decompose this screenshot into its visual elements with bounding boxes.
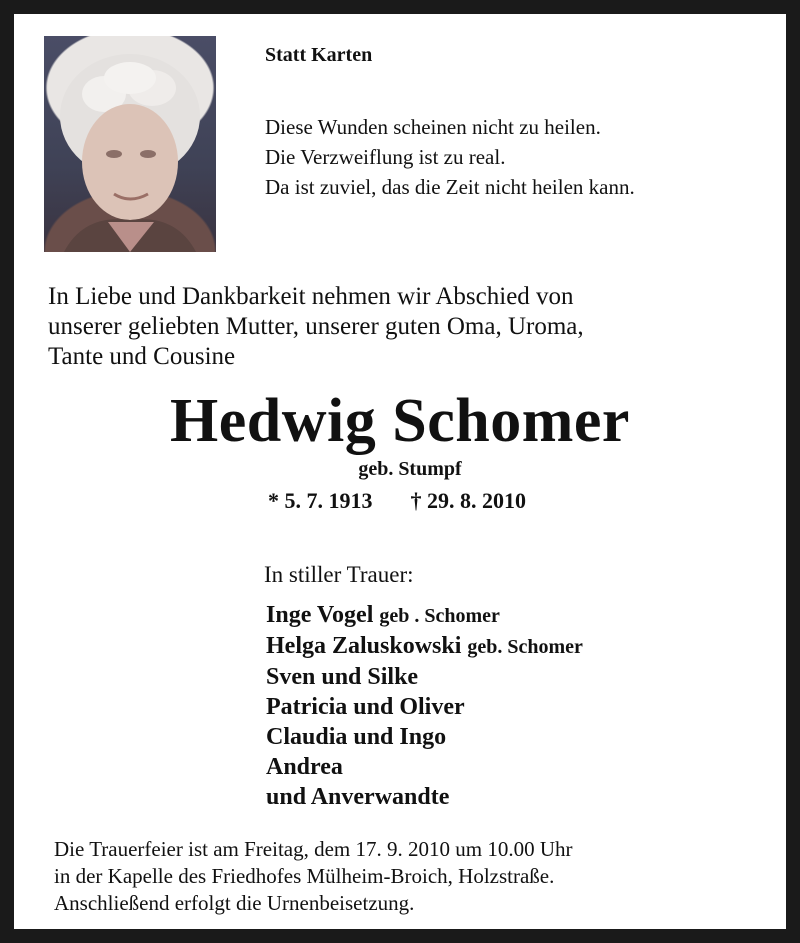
mourner-name: Patricia und Oliver [266,694,465,720]
funeral-service-info [54,836,573,917]
death-date: † 29. 8. 2010 [410,488,526,513]
mourner-nee: geb . Schomer [379,605,500,627]
portrait-photo [44,36,216,252]
intro-line: unserer geliebten Mutter, unserer guten Oma, Uroma, [48,313,584,340]
mourner-name: Claudia und Ingo [266,724,447,750]
mourner-row [266,752,583,782]
service-line: in der Kapelle des Friedhofes Mülheim-Broich, Holzstraße. [54,864,555,888]
service-line: Die Trauerfeier ist am Freitag, dem 17. 9. 2010 um 10.00 Uhr [54,837,573,861]
deceased-name: Hedwig Schomer [170,387,630,455]
mourner-row [266,600,583,631]
farewell-intro [48,282,584,372]
poem-line: Diese Wunden scheinen nicht zu heilen. [265,115,601,139]
poem-line: Die Verzweiflung ist zu real. [265,145,506,169]
poem-line: Da ist zuviel, das die Zeit nicht heilen kann. [265,175,635,199]
poem [265,112,635,202]
mourner-name: Inge Vogel [266,602,374,628]
intro-line: Tante und Cousine [48,343,236,370]
statt-karten-heading: Statt Karten [265,44,373,66]
birth-date: * 5. 7. 1913 [268,488,373,513]
mourner-row [266,631,583,662]
mourner-nee: geb. Schomer [467,636,583,658]
mourning-heading: In stiller Trauer: [264,562,414,587]
mourner-name: Sven und Silke [266,664,419,690]
service-line: Anschließend erfolgt die Urnenbeisetzung. [54,891,415,915]
mourner-name: und Anverwandte [266,784,450,810]
mourners-list [266,600,583,812]
intro-line: In Liebe und Dankbarkeit nehmen wir Abschied von [48,283,574,310]
portrait-illustration [44,36,216,252]
mourner-name: Andrea [266,754,343,780]
maiden-name: geb. Stumpf [358,458,462,480]
mourner-row [266,722,583,752]
life-dates [268,488,526,514]
mourner-name: Helga Zaluskowski [266,633,462,659]
mourner-row [266,662,583,692]
mourner-row [266,782,583,812]
mourner-row [266,692,583,722]
